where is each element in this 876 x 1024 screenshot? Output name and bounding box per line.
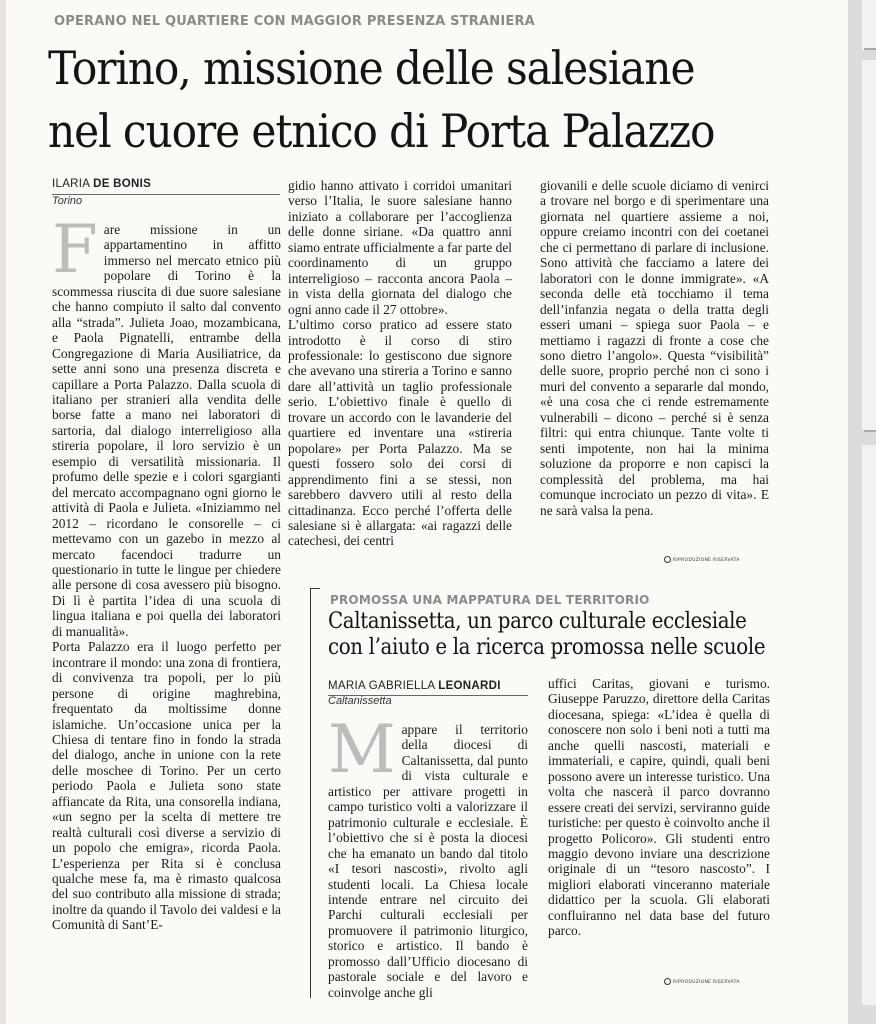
second-column-1 — [328, 711, 528, 1000]
second-byline — [328, 680, 501, 692]
main-kicker: OPERANO NEL QUARTIERE CON MAGGIOR PRESENZA STRANIERA — [54, 14, 535, 29]
main-dropcap: F — [52, 211, 98, 288]
second-col1-para-1: appare il territorio della diocesi di Caltanissetta, dal punto di vista culturale e artistico per attivare progetti in campo turistico volti a valorizzare il patrimonio culturale e ecclesiale. È l’obiettivo che si è posta la diocesi che ha emanato un bando dal titolo «I tesori nascosti», rivolto agli studenti locali. La Chiesa locale intende entrare nel circuito dei Parchi culturali ecclesiali per promuovere il patrimonio liturgico, storico e artistico. Il bando è promosso dall’Ufficio diocesano di pastorale sociale e del lavoro e coinvolge anche gli — [328, 722, 528, 1000]
second-copyright-text: RIPRODUZIONE RISERVATA — [673, 980, 740, 985]
copyright-icon — [664, 978, 671, 985]
main-col3-para-1: giovanili e delle scuole diciamo di venirci a trovare nel borgo e di sperimentare una giornata nel quartiere assieme a noi, oppure creiamo incontri con dei coetanei che ci permettano di parlare di inclusione. Sono attività che facciamo a latere dei laboratori con le donne immigrate». «A seconda delle età tocchiamo il tema dell’infanzia negata o della tratta degli esseri umani – spiega suor Paola – e mettiamo i ragazzi di fronte a cose che sono dietro l’angolo». Questa “visibilità” delle suore, proprio perché non ci sono i muri del convento a separarle dal mondo, «è una cosa che ci rende estremamente vulnerabili – dicono – perché si è senza filtri: qui entra chiunque. Tante volte ti senti impotente, non hai la minima soluzione da proporre e non capisci la complessità del problema, ma hai comunque incrociato un pezzo di vita». E ne sarà valsa la pena. — [540, 178, 769, 518]
second-col2-para-1: uffici Caritas, giovani e turismo. Giuseppe Paruzzo, direttore della Caritas diocesana, spiega: «L’idea è quella di conoscere non solo i beni noti a tutti ma anche quelli nascosti, materiali e immateriali, e capire, quindi, quali beni possono avere un interesse turistico. Una volta che nascerà il parco dovranno essere creati dei servizi, serviranno guide turistiche: per questo è coinvolto anche il progetto Policoro». Gli studenti entro maggio devono inviare una descrizione originale di un “tesoro nascosto”. I migliori elaborati vinceranno materiale didattico per la scuola. Gli elaborati confluiranno nel data base del futuro parco. — [548, 676, 770, 939]
second-box-top-rule — [310, 588, 320, 589]
second-dropcap: M — [328, 711, 396, 788]
main-byline-first: ILARIA — [52, 178, 90, 190]
main-headline-line-1: Torino, missione delle salesiane — [48, 41, 695, 95]
main-column-2 — [288, 178, 512, 568]
second-kicker: PROMOSSA UNA MAPPATURA DEL TERRITORIO — [330, 593, 650, 607]
second-box-left-rule — [310, 588, 311, 998]
page-edge-left — [0, 0, 6, 1024]
adjacent-page-edge — [848, 0, 876, 1024]
main-col1-para-2: Porta Palazzo era il luogo perfetto per incontrare il mondo: una zona di frontiera, di convivenza tra popoli, per lo più persone di origine maghrebina, frequentato da moltissime donne islamiche. Un’occasione unica per la Chiesa di tentare fino in fondo la strada del dialogo, anche in unione con la rete delle moschee di Torino. Per un certo periodo Paola e Julieta sono state affiancate da Rita, una consorella indiana, «un segno per la scelta di mettere tre realtà culturali così diverse a servizio di un popolo che emigra», ricorda Paola. L’esperienza per Rita si è conclusa qualche mese fa, ma è rimasto qualcosa del suo contributo alla missione di strada; inoltre da quando il Tavolo dei valdesi e la Comunità di Sant’E- — [52, 639, 281, 933]
second-byline-first: MARIA GABRIELLA — [328, 680, 435, 692]
main-copyright-text: RIPRODUZIONE RISERVATA — [673, 558, 740, 563]
main-col1-para-1: are missione in un appartamentino in affitto immerso nel mercato etnico più popolare di Torino è la scommessa riuscita di due suore salesiane che hanno compiuto il salto dal convento alla “strada”. Julieta Joao, mozambicana, e Paola Pignatelli, entrambe della Congregazione di Maria Ausiliatrice, da sette anni sono una presenza discreta e capillare a Porta Palazzo. Dalla scuola di italiano per stranieri alla vendita delle borse fatte a mano nei laboratori di sartoria, dal dialogo interreligioso alla stireria popolare, il loro servizio è un esempio di versatilità missionaria. Il profumo delle spezie e i colori sgargianti del mercato accompagnano ogni giorno le attività di Paola e Julieta. «Iniziammo nel 2012 – ricordano le consorelle – ci mettevamo con un gazebo in mezzo al mercato facendoci tradurre un questionario in tutte le lingue per chiedere alle persone di cosa avessero più bisogno. Di lì è partita l’idea di una scuola di lingua italiana e poi quella dei laboratori di manualità». — [52, 222, 281, 639]
main-column-3 — [540, 178, 769, 550]
main-column-1 — [52, 211, 281, 994]
main-byline — [52, 178, 151, 190]
main-col2-para-1: gidio hanno attivato i corridoi umanitari verso l’Italia, le suore salesiane hanno iniziato a collaborare per l’accoglienza delle donne siriane. «Da quattro anni siamo entrate ufficialmente a far parte del coordinamento di un gruppo interreligioso – racconta ancora Paola – in vista della giornata del dialogo che ogni anno cade il 27 ottobre». — [288, 178, 512, 317]
copyright-icon — [664, 556, 671, 563]
second-headline-line-1: Caltanissetta, un parco culturale ecclesiale — [328, 609, 747, 634]
main-byline-place: Torino — [52, 195, 83, 207]
main-byline-rule — [52, 194, 280, 195]
second-copyright — [664, 978, 740, 985]
second-column-2 — [548, 676, 770, 976]
second-headline-line-2: con l’aiuto e la ricerca promossa nelle scuole — [328, 635, 766, 660]
second-byline-place: Caltanissetta — [328, 695, 392, 707]
main-col2-para-2: L’ultimo corso pratico ad essere stato introdotto è il corso di stiro professionale: lo gestiscono due signore che avevano una stireria a Torino e sanno dare all’attività un taglio professionale serio. L’obiettivo finale è quello di trovare un accordo con le lavanderie del quartiere ed inventare una «stireria popolare» per Porta Palazzo. Ma se questi fossero solo dei corsi di apprendimento fini a se stessi, non sarebbero davvero utili al resto della cittadinanza. Ecco perché l’offerta delle salesiane si è allargata: «ai ragazzi delle catechesi, dei centri — [288, 317, 512, 549]
main-byline-last: DE BONIS — [93, 178, 152, 190]
second-byline-last: LEONARDI — [438, 680, 501, 692]
main-headline-line-2: nel cuore etnico di Porta Palazzo — [48, 104, 715, 158]
main-copyright — [664, 556, 740, 563]
